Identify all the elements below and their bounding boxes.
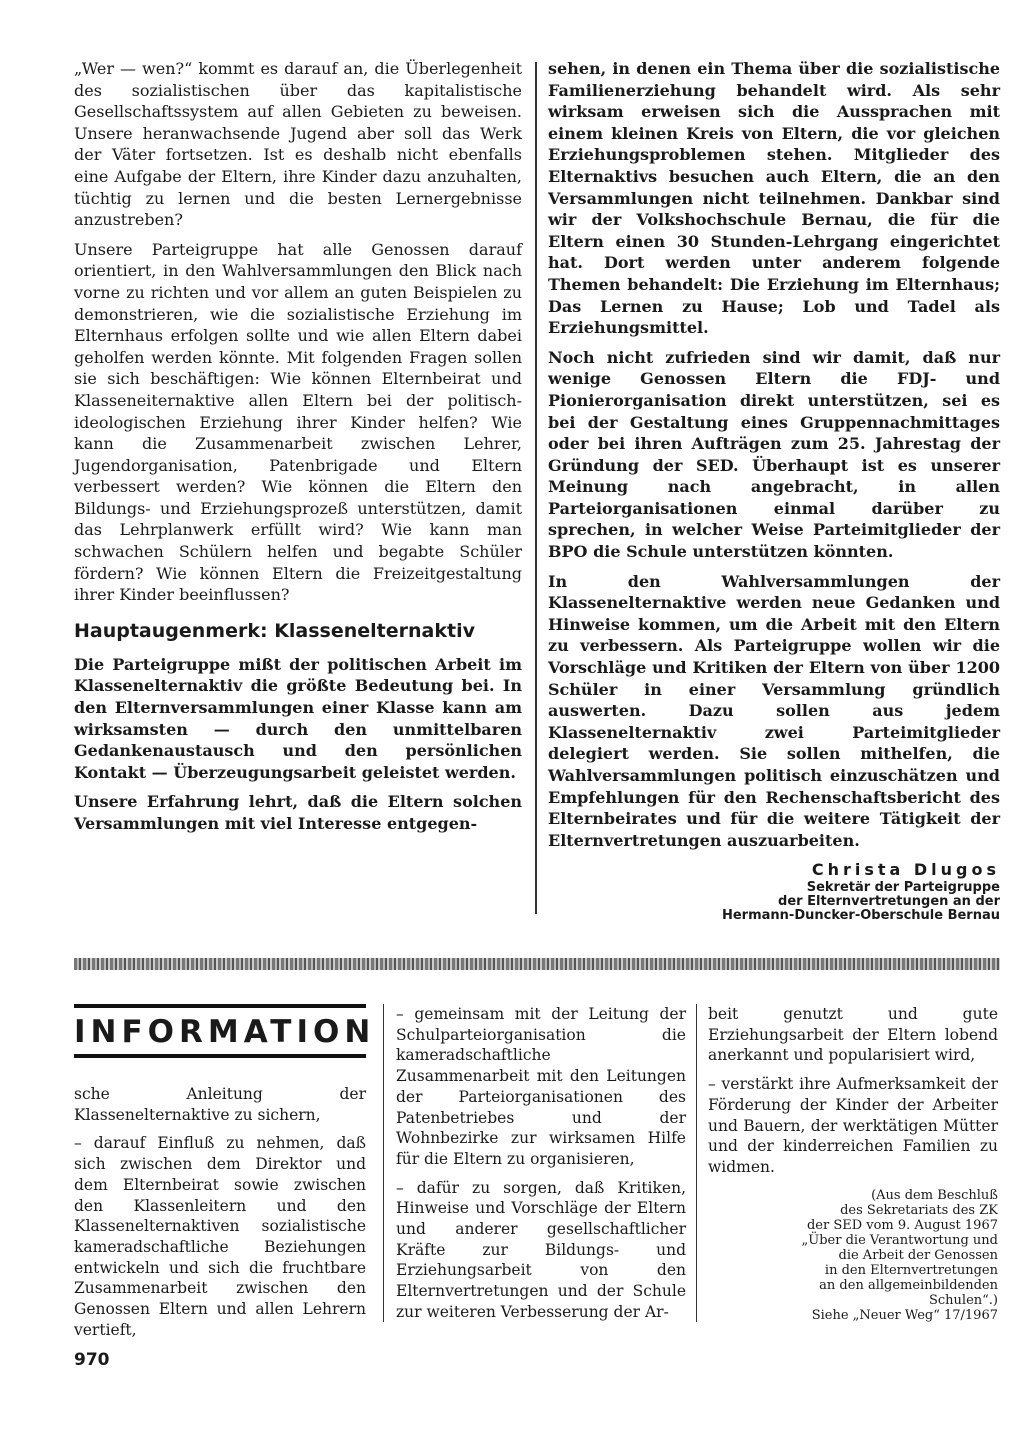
source-citation: [708, 1188, 998, 1323]
citation-line: an den allgemeinbildenden: [819, 1277, 998, 1293]
column-rule: [696, 1004, 697, 1322]
article-paragraph-bold: sehen, in denen ein Thema über die sozialistische Familienerziehung behandelt wird. Als sehr wirksam erweisen sich die Aussprachen mit einem kleinen Kreis von Eltern, die vor gleichen Erziehungsproblemen stehen. Mitglieder des Elternaktivs besuchen auch Eltern, die an den Versammlungen nicht teilnehmen. Dankbar sind wir der Volkshochschule Bernau, die für die Eltern einen 30 Stunden-Lehrgang eingerichtet hat. Dort werden unter anderem folgende Themen behandelt: Die Erziehung im Elternhaus; Das Lernen zu Hause; Lob und Tadel als Erziehungsmittel.: [548, 59, 1000, 338]
citation-line: der SED vom 9. August 1967: [806, 1217, 998, 1233]
citation-line: Siehe „Neuer Weg“ 17/1967: [811, 1307, 998, 1323]
information-paragraph: – dafür zu sorgen, daß Kritiken, Hinweise und Vorschläge der Eltern und anderer gesellschaftlicher Kräfte zur Bildungs- und Erziehungsarbeit von den Elternvertretungen und der Schule zur weiteren Verbesserung der Ar-: [396, 1178, 686, 1321]
information-paragraph: sche Anleitung der Klassenelternaktive zu sichern,: [74, 1085, 366, 1124]
information-paragraph: – darauf Einfluß zu nehmen, daß sich zwischen dem Direktor und dem Elternbeirat sowie zwischen den Klassenleitern und den Klassenelternaktiven sozialistische kameradschaftliche Beziehungen entwickeln und sich die fruchtbare Zusammenarbeit zwischen den Genossen Eltern und allen Lehrern vertieft,: [74, 1134, 366, 1339]
information-column-3: [708, 1004, 998, 1323]
information-title: INFORMATION: [74, 1004, 366, 1058]
section-heading: Hauptaugenmerk: Klassenelternaktiv: [74, 619, 475, 642]
author-signature: [548, 859, 1000, 923]
citation-line: in den Elternvertretungen: [824, 1262, 998, 1278]
author-role: Sekretär der Parteigruppe: [806, 880, 1000, 896]
citation-line: Schulen“.): [928, 1292, 998, 1308]
column-rule: [535, 62, 537, 914]
author-role: der Elternvertretungen an der: [778, 894, 1000, 910]
information-paragraph: – gemeinsam mit der Leitung der Schulparteiorganisation die kameradschaftliche Zusammenarbeit mit den Leitungen der Parteiorganisationen des Patenbetriebes und der Wohnbezirke zur wirksamen Hilfe für die Eltern zu organisieren,: [396, 1005, 686, 1168]
article-paragraph-bold: Noch nicht zufrieden sind wir damit, daß nur wenige Genossen Eltern die FDJ- und Pionierorganisation direkt unterstützen, sei es bei der Gestaltung eines Gruppennachmittages oder bei ihren Aufträgen zum 25. Jahrestag der Gründung der SED. Überhaupt ist es unserer Meinung nach angebracht, in allen Parteiorganisationen einmal darüber zu sprechen, in welcher Weise Parteimitglieder der BPO die Schule unterstützen könnten.: [548, 347, 1000, 562]
column-rule: [383, 1004, 384, 1322]
information-paragraph: – verstärkt ihre Aufmerksamkeit der Förderung der Kinder der Arbeiter und Bauern, der werktätigen Mütter und der kinderreichen Familien zu widmen.: [708, 1075, 998, 1176]
information-paragraph: beit genutzt und gute Erziehungsarbeit der Eltern lobend anerkannt und popularisiert wird,: [708, 1005, 998, 1065]
article-paragraph-bold: Unsere Erfahrung lehrt, daß die Eltern solchen Versammlungen mit viel Interesse entgegen-: [74, 792, 522, 833]
article-column-right: [548, 58, 1000, 923]
citation-line: (Aus dem Beschluß: [871, 1187, 998, 1203]
information-column-2: [396, 1004, 686, 1331]
article-paragraph: Unsere Parteigruppe hat alle Genossen darauf orientiert, in den Wahlversammlungen den Blick nach vorne zu richten und vor allem an guten Beispielen zu demonstrieren, wie die sozialistische Erziehung im Elternhaus erfolgen sollte und wie allen Eltern dabei geholfen werden könnte. Mit folgenden Fragen sollen sie sich beschäftigen: Wie können Elternbeirat und Klasseneiternaktive allen Eltern bei der politisch-ideologischen Erziehung ihrer Kinder helfen? Wie kann die Zusammenarbeit zwischen Lehrer, Jugendorganisation, Patenbrigade und Eltern verbessert werden? Wie können die Eltern den Bildungs- und Erziehungsprozeß unterstützen, damit das Lehrplanwerk erfüllt wird? Wie kann man schwachen Schülern helfen und begabte Schüler fördern? Wie können Eltern die Freizeitgestaltung ihrer Kinder beeinflussen?: [74, 239, 522, 605]
citation-line: „Über die Verantwortung und: [801, 1232, 998, 1248]
article-paragraph-bold: Die Parteigruppe mißt der politischen Arbeit im Klassenelternaktiv die größte Bedeutung bei. In den Elternversammlungen einer Klasse kann am wirksamsten — durch den unmittelbaren Gedankenaustausch und den persönlichen Kontakt — Überzeugungsarbeit geleistet werden.: [74, 654, 522, 782]
section-divider: [74, 958, 1000, 970]
citation-line: des Sekretariats des ZK: [840, 1202, 998, 1218]
author-name: Christa Dlugos: [811, 860, 1000, 880]
article-column-left: [74, 58, 522, 843]
article-paragraph-bold: In den Wahlversammlungen der Klassenelternaktive werden neue Gedanken und Hinweise kommen, um die Arbeit mit den Eltern zu verbessern. Als Parteigruppe wollen wir die Vorschläge und Kritiken der Eltern von über 1200 Schüler in einer Versammlung gründlich auswerten. Dazu sollen aus jedem Klassenelternaktiv zwei Parteimitglieder delegiert werden. Sie sollen mithelfen, die Wahlversammlungen politisch einzuschätzen und Empfehlungen für den Rechenschaftsbericht des Elternbeirates und für die weitere Tätigkeit der Elternvertretungen auszuarbeiten.: [548, 571, 1000, 850]
citation-line: die Arbeit der Genossen: [838, 1247, 998, 1263]
article-paragraph: „Wer — wen?“ kommt es darauf an, die Überlegenheit des sozialistischen über das kapitalistische Gesellschaftssystem auf allen Gebieten zu beweisen. Unsere heranwachsende Jugend aber soll das Werk der Väter fortsetzen. Ist es deshalb nicht ebenfalls eine Aufgabe der Eltern, ihre Kinder dazu anzuhalten, tüchtig zu lernen und die besten Lernergebnisse anzustreben?: [74, 59, 522, 230]
author-role: Hermann-Duncker-Oberschule Bernau: [721, 908, 1000, 924]
information-column-1: [74, 1084, 366, 1348]
page-number: 970: [74, 1350, 110, 1370]
